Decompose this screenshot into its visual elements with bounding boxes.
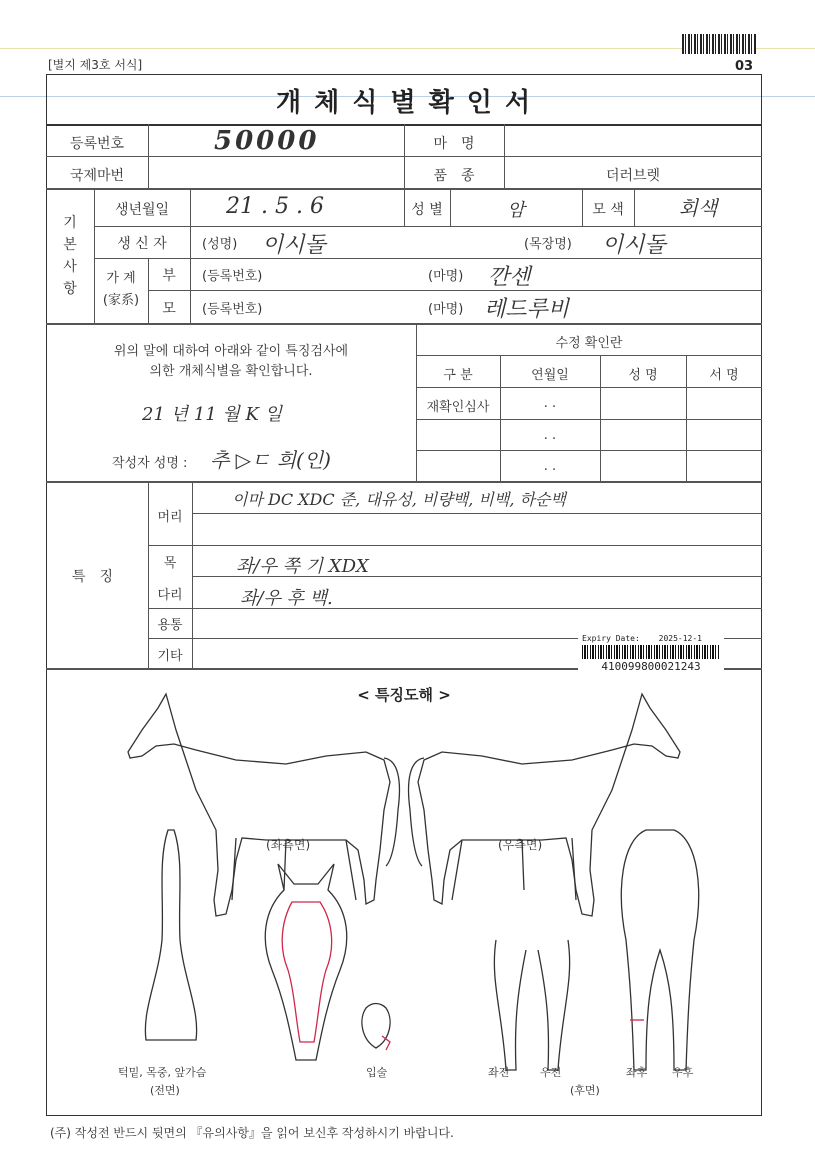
- farm-label: (목장명): [524, 237, 572, 252]
- lips-outline: [362, 1004, 390, 1049]
- breeder-name-value: 이시돌: [262, 233, 326, 258]
- top-barcode: [682, 34, 756, 54]
- right-side-horse-outline: [409, 694, 680, 916]
- neck-value: 좌/우 쪽 기 XDX: [236, 556, 369, 577]
- breeder-label: 생 신 자: [117, 236, 167, 252]
- revision-col-name: 성 명: [628, 368, 658, 383]
- rear-view-outline: [621, 830, 698, 1070]
- dam-name-label: (마명): [428, 302, 464, 317]
- revision-row3-date: . .: [543, 459, 557, 474]
- reg-no-label: 등록번호: [69, 136, 125, 152]
- pedigree-label: 가 계 (家系): [102, 271, 140, 308]
- birth-label: 생년월일: [114, 202, 170, 218]
- page-code: 03: [735, 59, 754, 74]
- statement-line1: 위의 말에 대하여 아래와 같이 특징검사에: [113, 344, 349, 359]
- footer-note: (주) 작성전 반드시 뒷면의 『유의사항』을 읽어 보신후 작성하시기 바랍니다.: [50, 1126, 454, 1140]
- hair-label: 용통: [157, 618, 183, 633]
- horse-diagrams: [46, 690, 762, 1110]
- basic-section-label: 기 본 사 항: [63, 215, 77, 297]
- revision-row1-date: . .: [543, 396, 557, 411]
- sire-reg-label: (등록번호): [202, 269, 263, 284]
- dam-reg-label: (등록번호): [202, 302, 263, 317]
- reg-no-value: 50000: [214, 126, 320, 156]
- dam-label: 모: [162, 301, 176, 317]
- horse-name-label: 마 명: [433, 136, 475, 152]
- revision-col-date: 연월일: [531, 368, 569, 383]
- breed-value: 더러브렛: [605, 168, 661, 184]
- intl-no-label: 국제마번: [69, 168, 125, 184]
- right-side-label: (우측면): [498, 838, 543, 852]
- head-label: 머리: [157, 510, 183, 525]
- neck-label: 목: [163, 556, 177, 571]
- breed-label: 품 종: [433, 168, 475, 184]
- farm-value: 이시돌: [602, 233, 666, 258]
- other-label: 기타: [157, 649, 183, 664]
- leg-value: 좌/우 후 백.: [240, 588, 333, 609]
- left-front-label: 좌전: [488, 1066, 510, 1079]
- breeder-name-label: (성명): [202, 237, 238, 252]
- expiry-label: Expiry Date:: [582, 634, 640, 643]
- front-legs-outline: [494, 940, 569, 1070]
- statement-line2: 의한 개체식별을 확인합니다.: [149, 364, 313, 379]
- rear-label: (후면): [570, 1084, 600, 1097]
- form-label: [별지 제3호 서식]: [48, 58, 143, 72]
- sex-label: 성 별: [411, 202, 443, 218]
- barcode-sticker: [578, 634, 724, 676]
- expiry-value: 2025-12-1: [658, 634, 702, 643]
- left-side-label: (좌측면): [266, 838, 311, 852]
- features-section-label: 특 징: [72, 569, 114, 585]
- sire-name-value: 깐센: [488, 265, 531, 290]
- leg-label: 다리: [157, 588, 183, 603]
- confirm-date: 21 년 11 월 K 일: [142, 404, 283, 425]
- front-label: (전면): [150, 1084, 180, 1097]
- writer-label: 작성자 성명 :: [112, 456, 188, 471]
- revision-col-sign: 서 명: [709, 368, 739, 383]
- front-caption: 턱밑, 목중, 앞가슴: [118, 1066, 207, 1079]
- left-hind-label: 좌후: [626, 1066, 648, 1079]
- left-side-horse-outline: [128, 694, 399, 916]
- diagram-title: < 특징도해 >: [357, 686, 451, 704]
- head-front-outline: [265, 864, 347, 1060]
- color-label: 모 색: [592, 202, 624, 218]
- barcode-number: 410099800021243: [601, 660, 701, 673]
- revision-row2-date: . .: [543, 428, 557, 443]
- document-title: 개 체 식 별 확 인 서: [275, 88, 533, 118]
- revision-title: 수정 확인란: [555, 336, 623, 351]
- sticker-barcode: [582, 645, 720, 659]
- neck-front-outline: [145, 830, 196, 1040]
- sire-label: 부: [162, 268, 176, 284]
- head-value: 이마 DC XDC 준, 대유성, 비량백, 비백, 하순백: [232, 490, 566, 509]
- right-front-label: 우전: [540, 1066, 562, 1079]
- dam-name-value: 레드루비: [484, 297, 570, 322]
- right-hind-label: 우후: [672, 1066, 694, 1079]
- revision-col-division: 구 분: [443, 368, 473, 383]
- sire-name-label: (마명): [428, 269, 464, 284]
- lips-label: 입술: [366, 1066, 388, 1079]
- color-value: 회색: [678, 196, 718, 220]
- birth-value: 21 . 5 . 6: [226, 194, 324, 219]
- sex-value: 암: [507, 200, 525, 221]
- revision-row1-label: 재확인심사: [426, 400, 490, 415]
- writer-value: 추 ▷ㄷ 희(인): [210, 448, 331, 472]
